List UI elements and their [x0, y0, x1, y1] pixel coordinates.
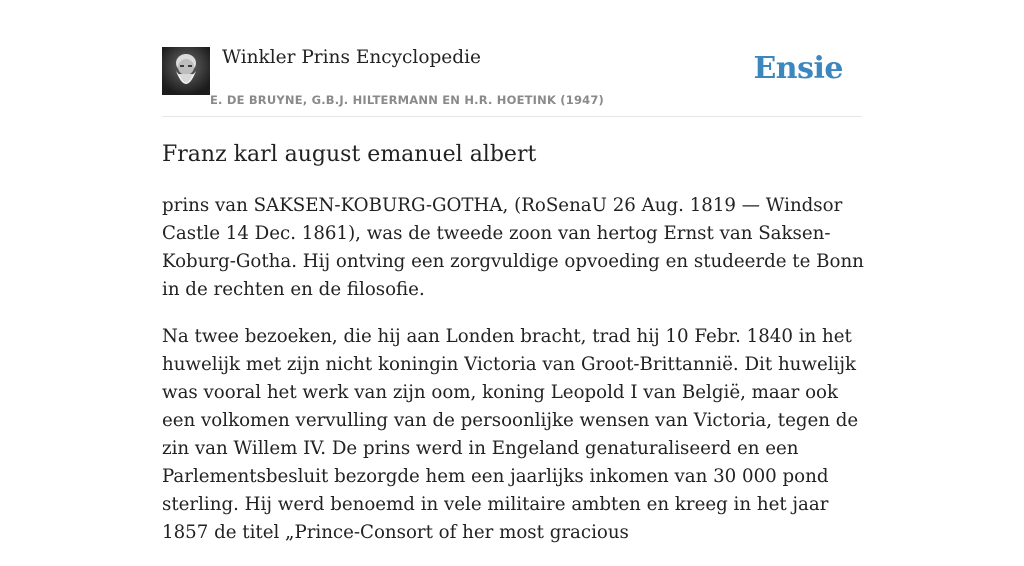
author-avatar[interactable]: [162, 47, 210, 95]
article-paragraph: Na twee bezoeken, die hij aan Londen bracht, trad hij 10 Febr. 1840 in het huwelijk met zijn nicht koningin Victoria van Groot-Brittannië. Dit huwelijk was vooral het werk van zijn oom, koning Leopold I van België, maar ook een volkomen vervulling van de persoonlijke wensen van Victoria, tegen de zin van Willem IV. De prins werd in Engeland genaturaliseerd en een Parlementsbesluit bezorgde hem een jaarlijks inkomen van 30 000 pond sterling. Hij werd benoemd in vele militaire ambten en kreeg in het jaar 1857 de titel „Prince-Consort of her most gracious: [162, 326, 859, 543]
author-byline: E. DE BRUYNE, G.B.J. HILTERMANN EN H.R. HOETINK (1947): [210, 93, 605, 107]
page-container: [162, 0, 864, 543]
site-header: [162, 0, 862, 117]
brand-logo[interactable]: Ensie: [753, 51, 843, 86]
article-body: [162, 192, 874, 566]
bearded-man-portrait-icon: [162, 47, 210, 95]
site-title[interactable]: Winkler Prins Encyclopedie: [222, 47, 481, 68]
article-paragraph: prins van SAKSEN-KOBURG-GOTHA, (RoSenaU 26 Aug. 1819 — Windsor Castle 14 Dec. 1861), was de tweede zoon van hertog Ernst van Saksen-Koburg-Gotha. Hij ontving een zorgvuldige opvoeding en studeerde te Bonn in de rechten en de filosofie.: [162, 195, 864, 300]
article-title: Franz karl august emanuel albert: [162, 142, 537, 167]
